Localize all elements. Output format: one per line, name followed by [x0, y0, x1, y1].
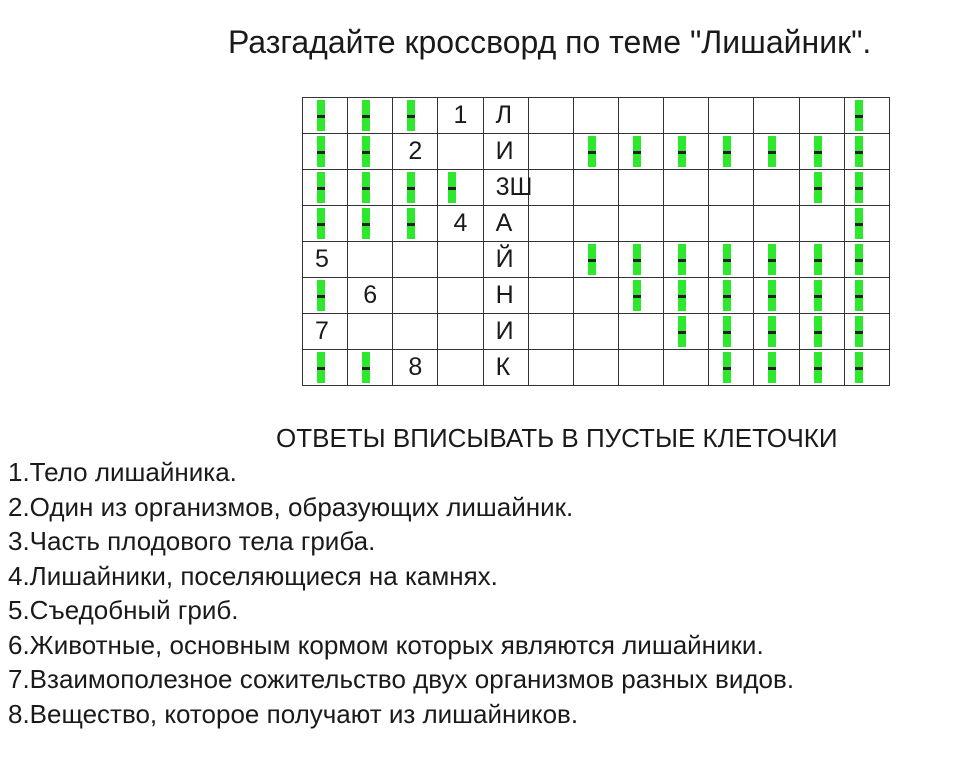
filler-bar: [814, 172, 822, 203]
clue-item: 3.Часть плодового тела гриба.: [8, 526, 376, 556]
grid-cell: [348, 98, 393, 134]
clue-number: 3: [495, 173, 510, 201]
key-letter: [496, 170, 533, 205]
key-letter: И: [495, 137, 514, 165]
grid-cell: [618, 170, 663, 206]
key-letter-char: Ш: [509, 173, 533, 201]
filler-bar: [855, 280, 863, 311]
grid-cell: [664, 242, 709, 278]
filler-bar: [678, 316, 686, 347]
filler-bar: [855, 208, 863, 239]
filler-bar: [407, 100, 415, 131]
grid-cell: [348, 278, 393, 314]
grid-row: [303, 314, 890, 350]
page-title: Разгадайте кроссворд по теме "Лишайник".: [228, 24, 872, 60]
filler-bar: [768, 280, 776, 311]
filler-bar: [814, 316, 822, 347]
grid-cell: [573, 98, 618, 134]
grid-row: [303, 98, 890, 134]
grid-cell: [303, 134, 348, 170]
filler-bar: [855, 172, 863, 203]
filler-bar: [407, 208, 415, 239]
grid-cell: [844, 98, 889, 134]
clue-item: 6.Животные, основным кормом которых являются лишайники.: [8, 629, 764, 660]
filler-bar: [678, 280, 686, 311]
grid-cell: [799, 170, 844, 206]
grid-row: [303, 134, 890, 170]
filler-bar: [855, 244, 863, 275]
clue-number: 7: [315, 317, 329, 345]
grid-cell: [528, 278, 573, 314]
filler-bar: [317, 100, 325, 131]
filler-bar: [768, 136, 776, 167]
grid-cell: [573, 350, 618, 386]
grid-cell: [528, 98, 573, 134]
grid-cell: [618, 206, 663, 242]
grid-cell: [709, 314, 754, 350]
clue-item: 1.Тело лишайника.: [8, 457, 237, 487]
clue-list: [8, 455, 794, 731]
grid-cell: [799, 134, 844, 170]
filler-bar: [814, 280, 822, 311]
grid-cell: [393, 242, 438, 278]
grid-cell: [528, 314, 573, 350]
grid-cell: [573, 314, 618, 350]
filler-bar: [407, 172, 415, 203]
clue-item: 8.Вещество, которое получают из лишайников.: [8, 698, 579, 729]
grid-cell: [348, 350, 393, 386]
clue-item: 5.Съедобный гриб.: [8, 595, 239, 625]
grid-cell: [303, 242, 348, 278]
grid-cell: [393, 206, 438, 242]
grid-cell: [664, 206, 709, 242]
clue-number: 4: [453, 209, 468, 237]
filler-bar: [678, 136, 686, 167]
grid-cell: [303, 98, 348, 134]
grid-cell: [573, 134, 618, 170]
filler-bar: [723, 316, 731, 347]
grid-cell: [483, 278, 528, 314]
grid-row: [303, 278, 890, 314]
clue-number: 1: [453, 101, 468, 129]
grid-cell: [483, 206, 528, 242]
grid-cell: [483, 134, 528, 170]
grid-cell: [799, 278, 844, 314]
filler-bar: [317, 352, 325, 383]
grid-cell: [528, 206, 573, 242]
filler-bar: [855, 100, 863, 131]
grid-cell: [844, 314, 889, 350]
grid-cell: [709, 134, 754, 170]
key-letter: Й: [495, 245, 514, 273]
filler-bar: [588, 244, 596, 275]
key-letter: И: [495, 317, 514, 345]
grid-row: [303, 350, 890, 386]
filler-bar: [814, 352, 822, 383]
filler-bar: [317, 208, 325, 239]
grid-cell: [528, 242, 573, 278]
filler-bar: [855, 316, 863, 347]
grid-cell: [573, 170, 618, 206]
grid-cell: [348, 206, 393, 242]
grid-cell: [709, 170, 754, 206]
filler-bar: [317, 280, 325, 311]
grid-cell: [393, 134, 438, 170]
grid-cell: [664, 134, 709, 170]
grid-cell: [709, 206, 754, 242]
grid-cell: [844, 170, 889, 206]
filler-bar: [768, 244, 776, 275]
filler-bar: [633, 244, 641, 275]
grid-cell: [799, 242, 844, 278]
grid-cell: [664, 350, 709, 386]
grid-cell: [393, 350, 438, 386]
grid-cell: [528, 350, 573, 386]
clue-item: 7.Взаимополезное сожительство двух организмов разных видов.: [8, 664, 795, 694]
clue-item: 2.Один из организмов, образующих лишайник.: [8, 491, 574, 522]
grid-cell: [799, 350, 844, 386]
grid-cell: [348, 242, 393, 278]
grid-cell: [573, 242, 618, 278]
grid-cell: [799, 314, 844, 350]
grid-cell: [438, 314, 483, 350]
grid-cell: [709, 242, 754, 278]
key-letter: К: [495, 353, 511, 381]
grid-cell: [844, 134, 889, 170]
clue-item: 4.Лишайники, поселяющиеся на камнях.: [8, 560, 498, 591]
grid-cell: [393, 278, 438, 314]
grid-cell: [303, 350, 348, 386]
grid-cell: [754, 314, 799, 350]
grid-cell: [393, 170, 438, 206]
grid-cell: [303, 278, 348, 314]
filler-bar: [633, 280, 641, 311]
filler-bar: [723, 244, 731, 275]
filler-bar: [317, 172, 325, 203]
grid-cell: [393, 314, 438, 350]
grid-cell: [799, 206, 844, 242]
grid-cell: [483, 350, 528, 386]
grid-cell: [754, 350, 799, 386]
filler-bar: [855, 352, 863, 383]
grid-cell: [754, 206, 799, 242]
grid-cell: [573, 278, 618, 314]
grid-cell: [483, 170, 533, 206]
grid-cell: [483, 242, 528, 278]
filler-bar: [723, 352, 731, 383]
grid-cell: [844, 278, 889, 314]
grid-cell: [483, 98, 528, 134]
filler-bar: [362, 352, 370, 383]
clue-number: 2: [408, 137, 423, 165]
clue-number: 5: [315, 245, 329, 273]
key-letter: Л: [495, 101, 512, 129]
filler-bar: [855, 136, 863, 167]
filler-bar: [448, 172, 456, 203]
grid-cell: [438, 206, 483, 242]
grid-cell: [438, 98, 483, 134]
grid-cell: [438, 134, 483, 170]
grid-cell: [438, 350, 483, 386]
clue-number: 6: [363, 281, 378, 309]
grid-cell: [618, 314, 663, 350]
grid-cell: [348, 134, 393, 170]
grid-cell: [528, 134, 573, 170]
grid-cell: [664, 314, 709, 350]
clue-number: 8: [408, 353, 423, 381]
filler-bar: [814, 136, 822, 167]
grid-cell: [844, 206, 889, 242]
key-letter: А: [495, 209, 513, 237]
grid-cell: [438, 278, 483, 314]
grid-row: [303, 170, 890, 206]
grid-cell: [618, 134, 663, 170]
instruction-text: ОТВЕТЫ ВПИСЫВАТЬ В ПУСТЫЕ КЛЕТОЧКИ: [276, 423, 838, 453]
grid-cell: [393, 98, 438, 134]
filler-bar: [362, 208, 370, 239]
grid-cell: [754, 98, 799, 134]
grid-cell: [664, 170, 709, 206]
grid-cell: [799, 98, 844, 134]
grid-cell: [483, 314, 528, 350]
grid-cell: [348, 170, 393, 206]
key-letter: Н: [495, 281, 514, 309]
grid-cell: [754, 242, 799, 278]
filler-bar: [723, 136, 731, 167]
filler-bar: [362, 136, 370, 167]
grid-cell: [664, 278, 709, 314]
grid-cell: [528, 170, 573, 206]
filler-bar: [678, 244, 686, 275]
grid-cell: [709, 278, 754, 314]
crossword-grid: [302, 97, 890, 386]
grid-cell: [618, 278, 663, 314]
grid-cell: [303, 314, 348, 350]
grid-cell: [438, 170, 483, 206]
filler-bar: [768, 352, 776, 383]
grid-cell: [303, 170, 348, 206]
filler-bar: [588, 136, 596, 167]
grid-cell: [618, 242, 663, 278]
grid-cell: [754, 170, 799, 206]
filler-bar: [362, 100, 370, 131]
filler-bar: [362, 172, 370, 203]
grid-cell: [754, 134, 799, 170]
filler-bar: [814, 244, 822, 275]
grid-cell: [348, 314, 393, 350]
grid-cell: [709, 350, 754, 386]
grid-cell: [618, 350, 663, 386]
grid-cell: [573, 206, 618, 242]
filler-bar: [317, 136, 325, 167]
grid-row: [303, 206, 890, 242]
filler-bar: [633, 136, 641, 167]
grid-cell: [303, 206, 348, 242]
grid-cell: [844, 350, 889, 386]
grid-row: [303, 242, 890, 278]
grid-cell: [754, 278, 799, 314]
filler-bar: [768, 316, 776, 347]
grid-cell: [438, 242, 483, 278]
grid-cell: [618, 98, 663, 134]
grid-cell: [709, 98, 754, 134]
grid-cell: [844, 242, 889, 278]
filler-bar: [723, 280, 731, 311]
grid-cell: [664, 98, 709, 134]
